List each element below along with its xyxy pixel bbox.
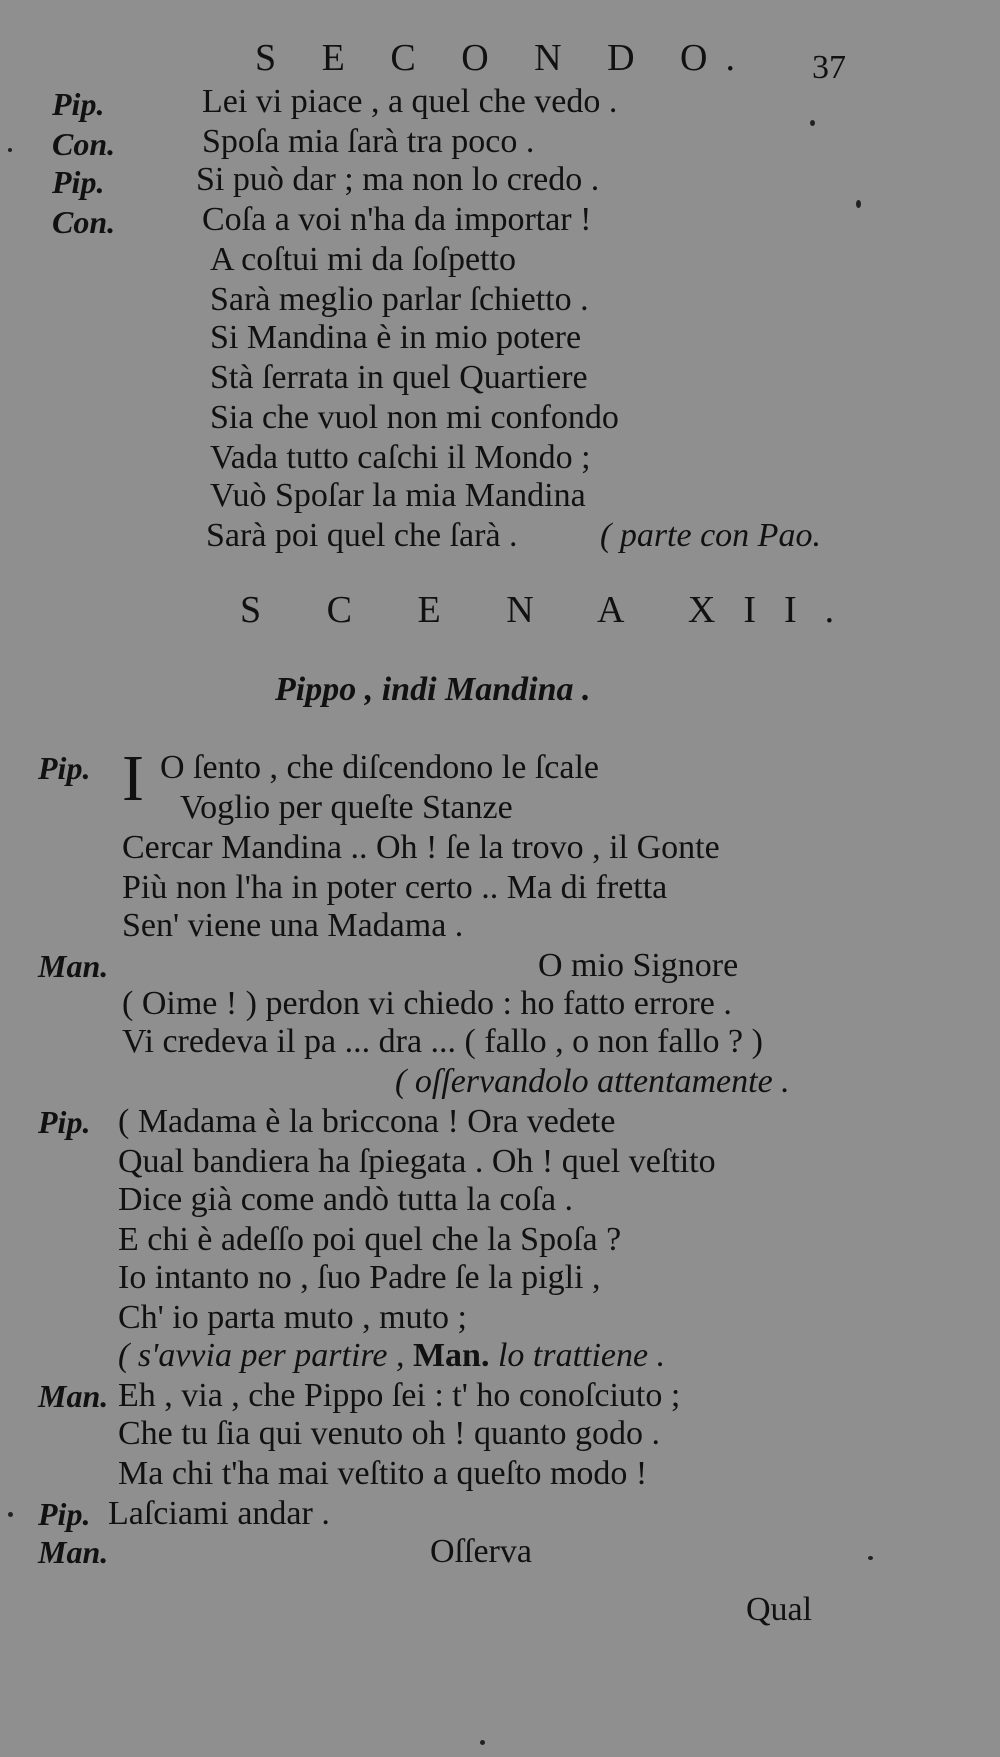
speaker-label: Pip. [38, 1104, 91, 1140]
stage-direction-speaker: Man. [412, 1337, 490, 1374]
verse-line: E chi è adeſſo poi quel che la Spoſa ? [118, 1221, 622, 1258]
speaker-label: Con. [52, 126, 116, 162]
verse-line: Qual bandiera ha ſpiegata . Oh ! quel veſtito [118, 1143, 716, 1180]
verse-line: Sarà poi quel che ſarà . [206, 517, 518, 554]
scene-heading: S C E N A XII. [240, 589, 863, 631]
page-number: 37 [812, 49, 846, 86]
verse-line: Sarà meglio parlar ſchietto . [210, 281, 589, 318]
verse-line: A coſtui mi da ſoſpetto [210, 241, 516, 278]
verse-line: Io intanto no , ſuo Padre ſe la pigli , [118, 1259, 601, 1296]
verse-line: Si può dar ; ma non lo credo . [196, 161, 600, 198]
speaker-label: Man. [38, 1534, 109, 1570]
scan-speck [480, 1740, 485, 1745]
speaker-label: Pip. [52, 86, 105, 122]
scan-speck [8, 1512, 13, 1517]
catchword: Qual [746, 1591, 813, 1628]
verse-line: Oſſerva [430, 1533, 532, 1570]
verse-line: Vi credeva il pa ... dra ... ( fallo , o non fallo ? ) [122, 1023, 763, 1060]
stage-direction: ( oſſervandolo attentamente . [395, 1063, 790, 1100]
speaker-label: Con. [52, 204, 116, 240]
verse-line: Vada tutto caſchi il Mondo ; [210, 439, 591, 476]
verse-line: Ch' io parta muto , muto ; [118, 1299, 467, 1336]
speaker-label: Pip. [52, 164, 105, 200]
verse-line: Sia che vuol non mi confondo [210, 399, 619, 436]
verse-line: O mio Signore [538, 947, 739, 984]
scan-speck [8, 148, 12, 152]
verse-line: Stà ſerrata in quel Quartiere [210, 359, 588, 396]
speaker-label: Man. [38, 948, 109, 984]
running-head: S E C O N D O. [255, 37, 753, 79]
verse-line: ( Madama è la briccona ! Ora vedete [118, 1103, 616, 1140]
verse-line: Laſciami andar . [108, 1495, 330, 1532]
verse-line: Che tu ſia qui venuto oh ! quanto godo . [118, 1415, 661, 1452]
verse-line: Eh , via , che Pippo ſei : t' ho conoſciuto ; [118, 1377, 681, 1414]
verse-line: Ma chi t'ha mai veſtito a queſto modo ! [118, 1455, 648, 1492]
stage-direction: ( parte con Pao. [600, 517, 821, 554]
verse-line: Voglio per queſte Stanze [180, 789, 513, 826]
scene-characters: Pippo , indi Mandina . [275, 671, 591, 708]
stage-direction [118, 1336, 665, 1376]
speaker-label: Pip. [38, 1496, 91, 1532]
scan-speck [856, 200, 861, 208]
stage-direction-part: ( s'avvia per partire , [118, 1337, 413, 1374]
verse-line: Più non l'ha in poter certo .. Ma di fretta [122, 869, 668, 906]
speaker-label: Pip. [38, 750, 91, 786]
verse-line: Si Mandina è in mio potere [210, 319, 582, 356]
verse-line: ( Oime ! ) perdon vi chiedo : ho fatto errore . [122, 985, 732, 1022]
verse-line: Sen' viene una Madama . [122, 907, 464, 944]
verse-line: Coſa a voi n'ha da importar ! [202, 201, 592, 238]
scan-speck [868, 1556, 873, 1560]
verse-line: O ſento , che diſcendono le ſcale [160, 749, 599, 786]
verse-line: Lei vi piace , a quel che vedo . [202, 83, 618, 120]
verse-line: Dice già come andò tutta la coſa . [118, 1181, 574, 1218]
verse-line: Vuò Spoſar la mia Mandina [210, 477, 586, 514]
drop-cap: I [122, 742, 144, 815]
speaker-label: Man. [38, 1378, 109, 1414]
verse-line: Cercar Mandina .. Oh ! ſe la trovo , il Gonte [122, 829, 720, 866]
verse-line: Spoſa mia ſarà tra poco . [202, 123, 535, 160]
scan-speck [810, 120, 815, 126]
stage-direction-part: lo trattiene . [489, 1337, 666, 1374]
